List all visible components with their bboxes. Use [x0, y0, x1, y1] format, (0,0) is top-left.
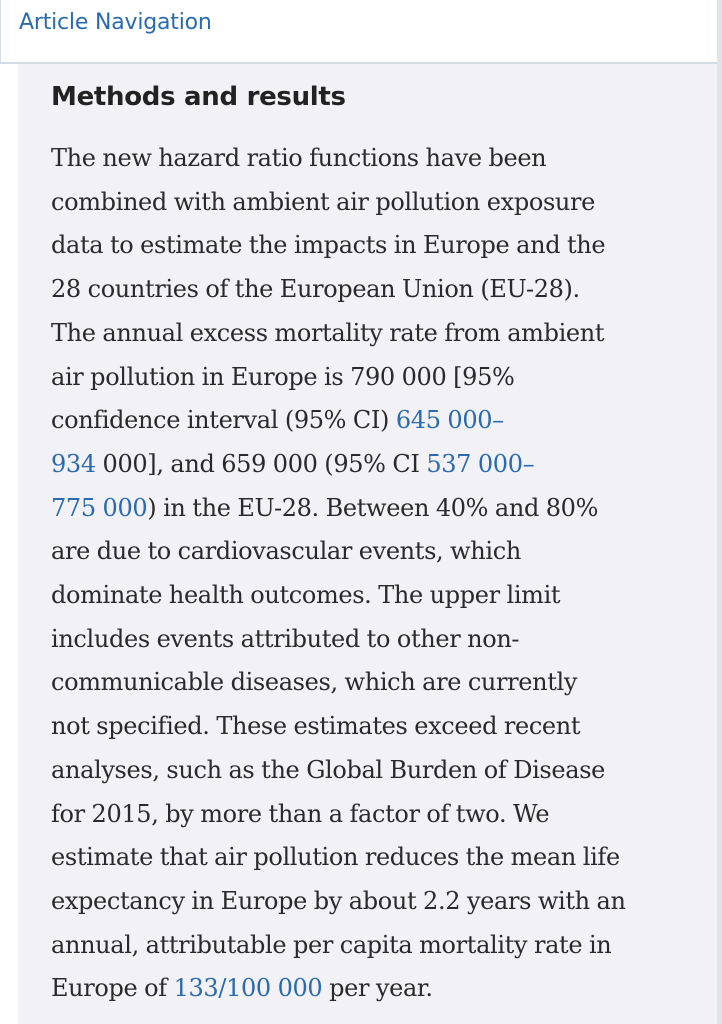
body-text-fragment: per year.: [322, 974, 433, 1003]
body-text-fragment: communicable diseases, which are currently: [51, 668, 578, 697]
body-text-fragment: confidence interval (95% CI): [51, 406, 396, 435]
nav-left-border: [0, 0, 1, 64]
section-heading: Methods and results: [51, 82, 346, 112]
ci-europe-link[interactable]: 645 000–: [395, 406, 504, 435]
body-text-fragment: data to estimate the impacts in Europe and the: [51, 231, 606, 260]
body-text-fragment: dominate health outcomes. The upper limit: [51, 581, 561, 610]
body-text-fragment: The new hazard ratio functions have been: [51, 144, 547, 172]
body-text-fragment: combined with ambient air pollution exposure: [51, 187, 595, 216]
article-navigation-bar: [0, 0, 722, 64]
mortality-rate-link[interactable]: 133/100 000: [173, 974, 323, 1003]
body-text-fragment: includes events attributed to other non-: [51, 624, 520, 653]
body-text-fragment: ) in the EU-28. Between 40% and 80%: [147, 493, 599, 522]
abstract-section: [18, 64, 718, 1024]
body-text-fragment: The annual excess mortality rate from ambient: [51, 318, 605, 347]
ci-eu28-link-cont[interactable]: 775 000: [51, 493, 148, 522]
body-text-fragment: analyses, such as the Global Burden of Disease: [51, 755, 606, 784]
body-text-fragment: air pollution in Europe is 790 000 [95%: [51, 362, 515, 391]
body-text-fragment: annual, attributable per capita mortality rate in: [51, 930, 612, 959]
body-text-fragment: 000], and 659 000 (95% CI: [95, 449, 427, 478]
body-text-fragment: for 2015, by more than a factor of two. We: [51, 799, 550, 828]
article-navigation-link[interactable]: Article Navigation: [19, 10, 212, 35]
right-edge-border: [717, 0, 722, 1024]
ci-eu28-link[interactable]: 537 000–: [426, 449, 535, 478]
body-text-fragment: expectancy in Europe by about 2.2 years with an: [51, 886, 626, 915]
section-body: [51, 137, 691, 1011]
body-text-fragment: estimate that air pollution reduces the mean life: [51, 843, 620, 872]
body-text-fragment: are due to cardiovascular events, which: [51, 537, 521, 566]
body-text-fragment: not specified. These estimates exceed recent: [51, 712, 581, 741]
body-text-fragment: Europe of: [51, 974, 174, 1003]
body-text-fragment: 28 countries of the European Union (EU-28).: [51, 275, 580, 304]
ci-europe-link-cont[interactable]: 934: [51, 449, 96, 478]
